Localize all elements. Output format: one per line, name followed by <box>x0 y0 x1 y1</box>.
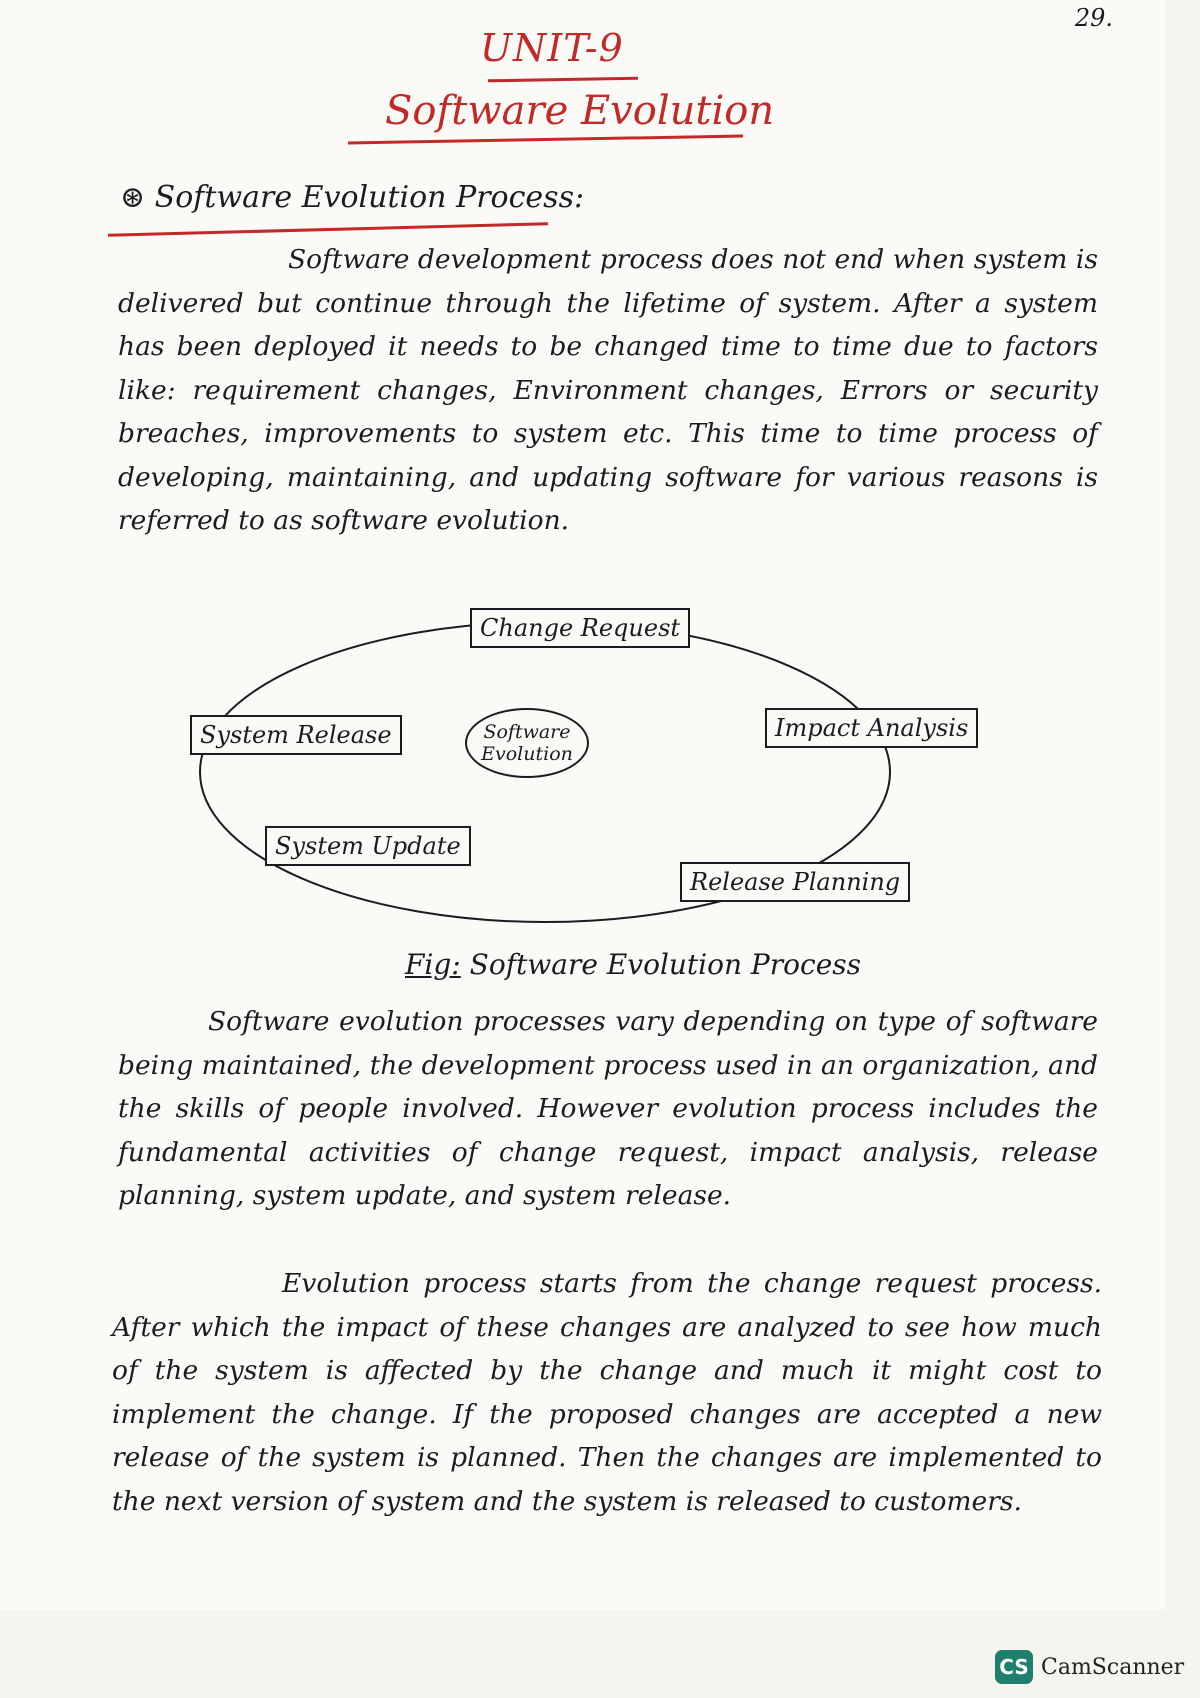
camscanner-name: CamScanner <box>1041 1654 1185 1680</box>
center-software-evolution: Software Evolution <box>465 708 589 778</box>
intro-paragraph: Software development process does not end when system is delivered but continue through the lifetime of system. After a system has been deployed it needs to be changed time to time due to factors like: requirement changes, Environment changes, Errors or security breaches, improvements to system etc. This time to time process of developing, maintaining, and updating software for various reasons is referred to as software evolution. <box>118 244 1098 536</box>
figure-caption-label: Fig: <box>405 948 461 981</box>
camscanner-watermark <box>995 1650 1184 1684</box>
unit-title: UNIT-9 <box>480 26 624 70</box>
figure-caption-text: Software Evolution Process <box>469 948 861 981</box>
page-number: 29. <box>1074 4 1113 32</box>
figure-caption <box>405 948 861 981</box>
node-change-request: Change Request <box>470 608 690 648</box>
main-title: Software Evolution <box>385 88 775 134</box>
node-release-planning: Release Planning <box>680 862 910 902</box>
section-heading: ⊛ Software Evolution Process: <box>120 180 585 215</box>
node-system-release: System Release <box>190 715 402 755</box>
node-system-update: System Update <box>265 826 471 866</box>
evolution-cycle-diagram <box>170 600 969 940</box>
camscanner-logo-icon: CS <box>995 1650 1033 1684</box>
node-impact-analysis: Impact Analysis <box>765 708 978 748</box>
main-title-underline <box>348 135 743 145</box>
section-heading-underline <box>108 222 548 237</box>
process-flow-paragraph: Evolution process starts from the change request process. After which the impact of these changes are analyzed to see how much of the system is affected by the change and much it might cost to implement the change. If the proposed changes are accepted a new release of the system is planned. Then the changes are implemented to the next version of system and the system is released to customers. <box>112 1268 1102 1517</box>
activities-paragraph: Software evolution processes vary depending on type of software being maintained, the development process used in an organization, and the skills of people involved. However evolution process includes the fundamental activities of change request, impact analysis, release planning, system update, and system release. <box>118 1006 1098 1211</box>
unit-title-underline <box>488 77 638 83</box>
